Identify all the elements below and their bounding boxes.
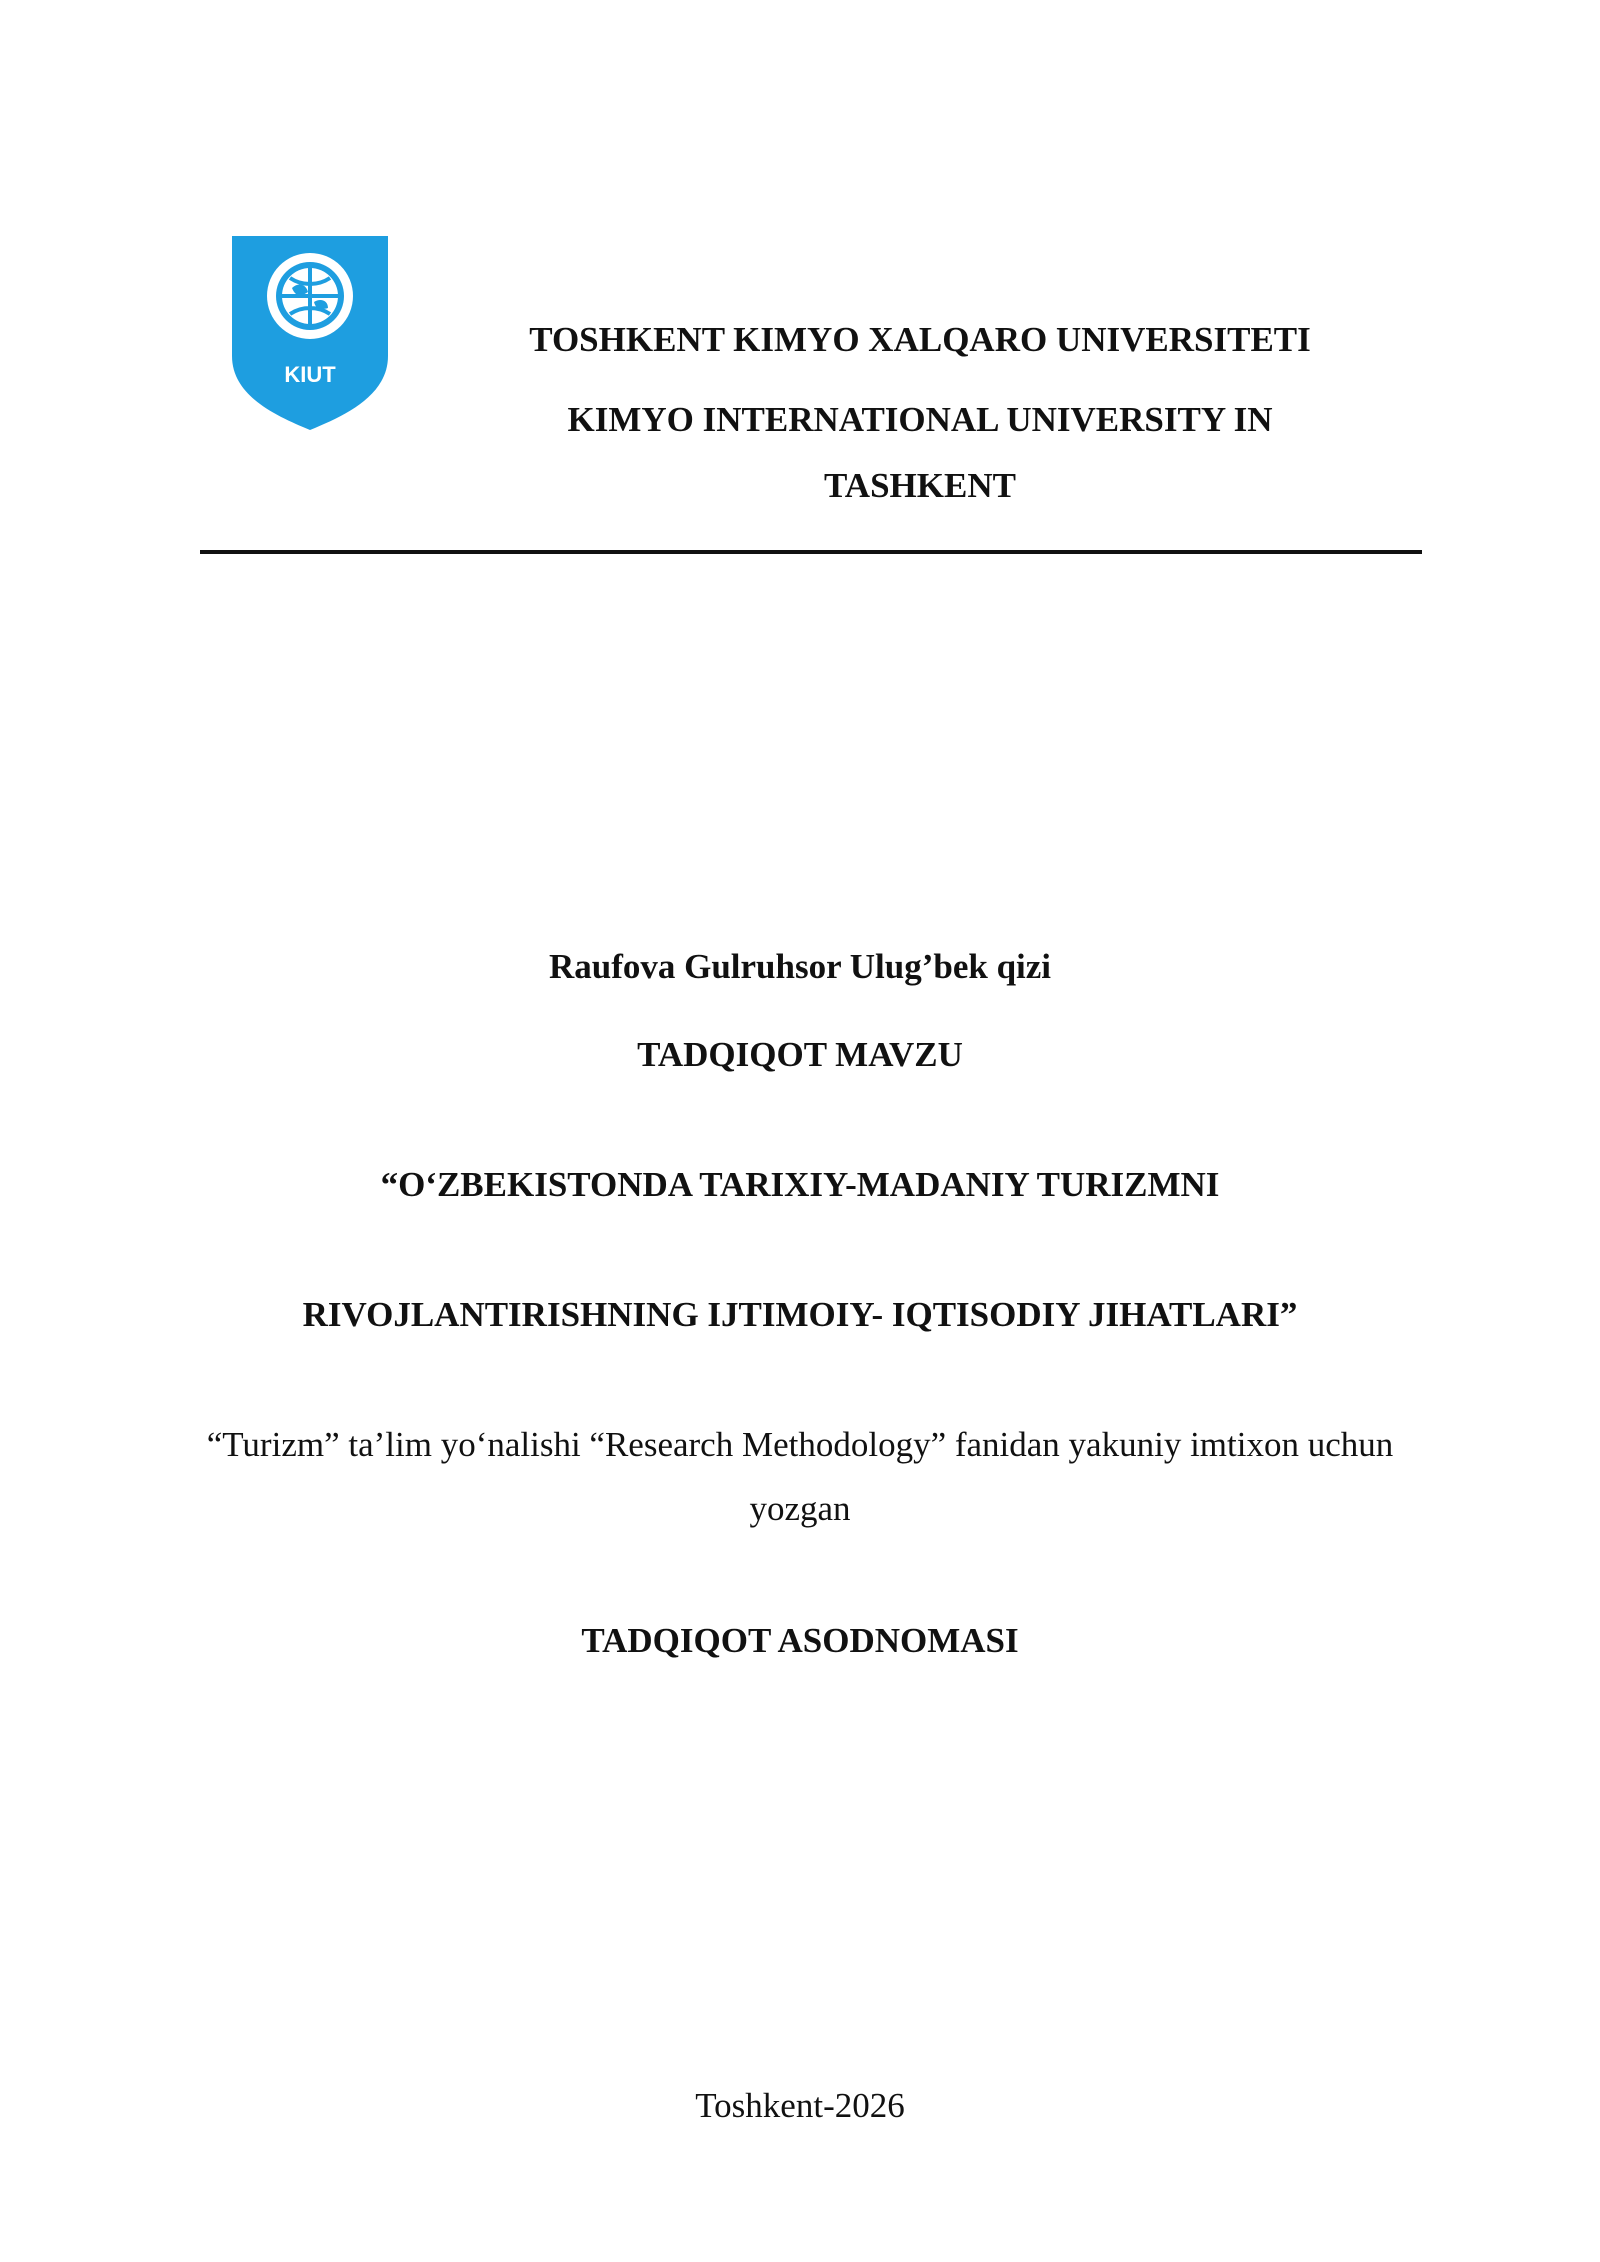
topic-title-line2: RIVOJLANTIRISHNING IJTIMOIY- IQTISODIY JIHATLARI” (302, 1295, 1298, 1334)
topic-title-line1: “O‘ZBEKISTONDA TARIXIY-MADANIY TURIZMNI (380, 1165, 1220, 1204)
place-year: Toshkent-2026 (695, 2086, 905, 2125)
topic-label: TADQIQOT MAVZU (637, 1035, 963, 1074)
logo-text: KIUT (284, 362, 336, 387)
university-name-en-line1: KIMYO INTERNATIONAL UNIVERSITY IN (567, 400, 1273, 439)
document-type: TADQIQOT ASODNOMASI (581, 1621, 1019, 1660)
university-name-uz: TOSHKENT KIMYO XALQARO UNIVERSITETI (529, 320, 1311, 359)
description-line2: yozgan (749, 1489, 851, 1528)
university-name-en-line2: TASHKENT (824, 466, 1016, 505)
header-divider (200, 550, 1422, 554)
description-line1: “Turizm” ta’lim yo‘nalishi “Research Methodology” fanidan yakuniy imtixon uchun (206, 1425, 1394, 1464)
university-logo (232, 236, 388, 430)
author-name: Raufova Gulruhsor Ulug’bek qizi (548, 947, 1052, 986)
